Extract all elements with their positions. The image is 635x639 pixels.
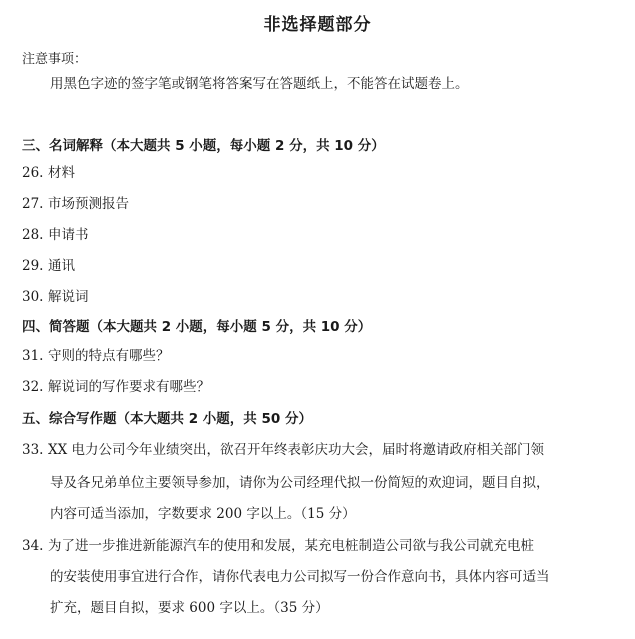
question-text: 通讯 bbox=[48, 258, 75, 274]
question-33-line-3: 内容可适当添加，字数要求 200 字以上。（15 分） bbox=[50, 506, 356, 522]
question-text: 守则的特点有哪些？ bbox=[48, 348, 170, 364]
section-5-heading: 五、综合写作题（本大题共 2 小题，共 50 分） bbox=[22, 411, 312, 427]
question-34-line-2: 的安装使用事宜进行合作，请你代表电力公司拟写一份合作意向书，具体内容可适当 bbox=[50, 569, 550, 585]
question-number: 31. bbox=[22, 348, 44, 364]
question-text: 市场预测报告 bbox=[48, 196, 129, 212]
question-30 bbox=[22, 288, 89, 306]
question-34-line-3: 扩充，题目自拟，要求 600 字以上。（35 分） bbox=[50, 600, 329, 616]
question-text: 申请书 bbox=[48, 227, 89, 243]
question-text: XX 电力公司今年业绩突出，欲召开年终表彰庆功大会，届时将邀请政府相关部门领 bbox=[48, 442, 545, 458]
question-26 bbox=[22, 164, 75, 182]
question-number: 30. bbox=[22, 289, 44, 305]
question-text: 材料 bbox=[48, 165, 75, 181]
question-number: 34. bbox=[22, 538, 44, 554]
question-text: 解说词的写作要求有哪些？ bbox=[48, 379, 210, 395]
question-text: 为了进一步推进新能源汽车的使用和发展，某充电桩制造公司欲与我公司就充电桩 bbox=[48, 538, 534, 554]
question-32 bbox=[22, 378, 210, 396]
question-text: 解说词 bbox=[48, 289, 89, 305]
section-3-heading: 三、名词解释（本大题共 5 小题，每小题 2 分，共 10 分） bbox=[22, 138, 385, 154]
notice-label: 注意事项： bbox=[22, 52, 88, 67]
question-28 bbox=[22, 226, 89, 244]
question-number: 29. bbox=[22, 258, 44, 274]
question-33 bbox=[22, 441, 544, 459]
question-number: 28. bbox=[22, 227, 44, 243]
question-34 bbox=[22, 537, 534, 555]
question-number: 26. bbox=[22, 165, 44, 181]
question-27 bbox=[22, 195, 129, 213]
section-4-heading: 四、简答题（本大题共 2 小题，每小题 5 分，共 10 分） bbox=[22, 319, 372, 335]
question-number: 27. bbox=[22, 196, 44, 212]
question-number: 33. bbox=[22, 442, 44, 458]
question-number: 32. bbox=[22, 379, 44, 395]
page-title: 非选择题部分 bbox=[263, 15, 372, 35]
question-31 bbox=[22, 347, 170, 365]
notice-text: 用黑色字迹的签字笔或钢笔将答案写在答题纸上，不能答在试题卷上。 bbox=[50, 76, 469, 92]
question-33-line-2: 导及各兄弟单位主要领导参加，请你为公司经理代拟一份简短的欢迎词，题目自拟， bbox=[50, 475, 550, 491]
question-29 bbox=[22, 257, 75, 275]
